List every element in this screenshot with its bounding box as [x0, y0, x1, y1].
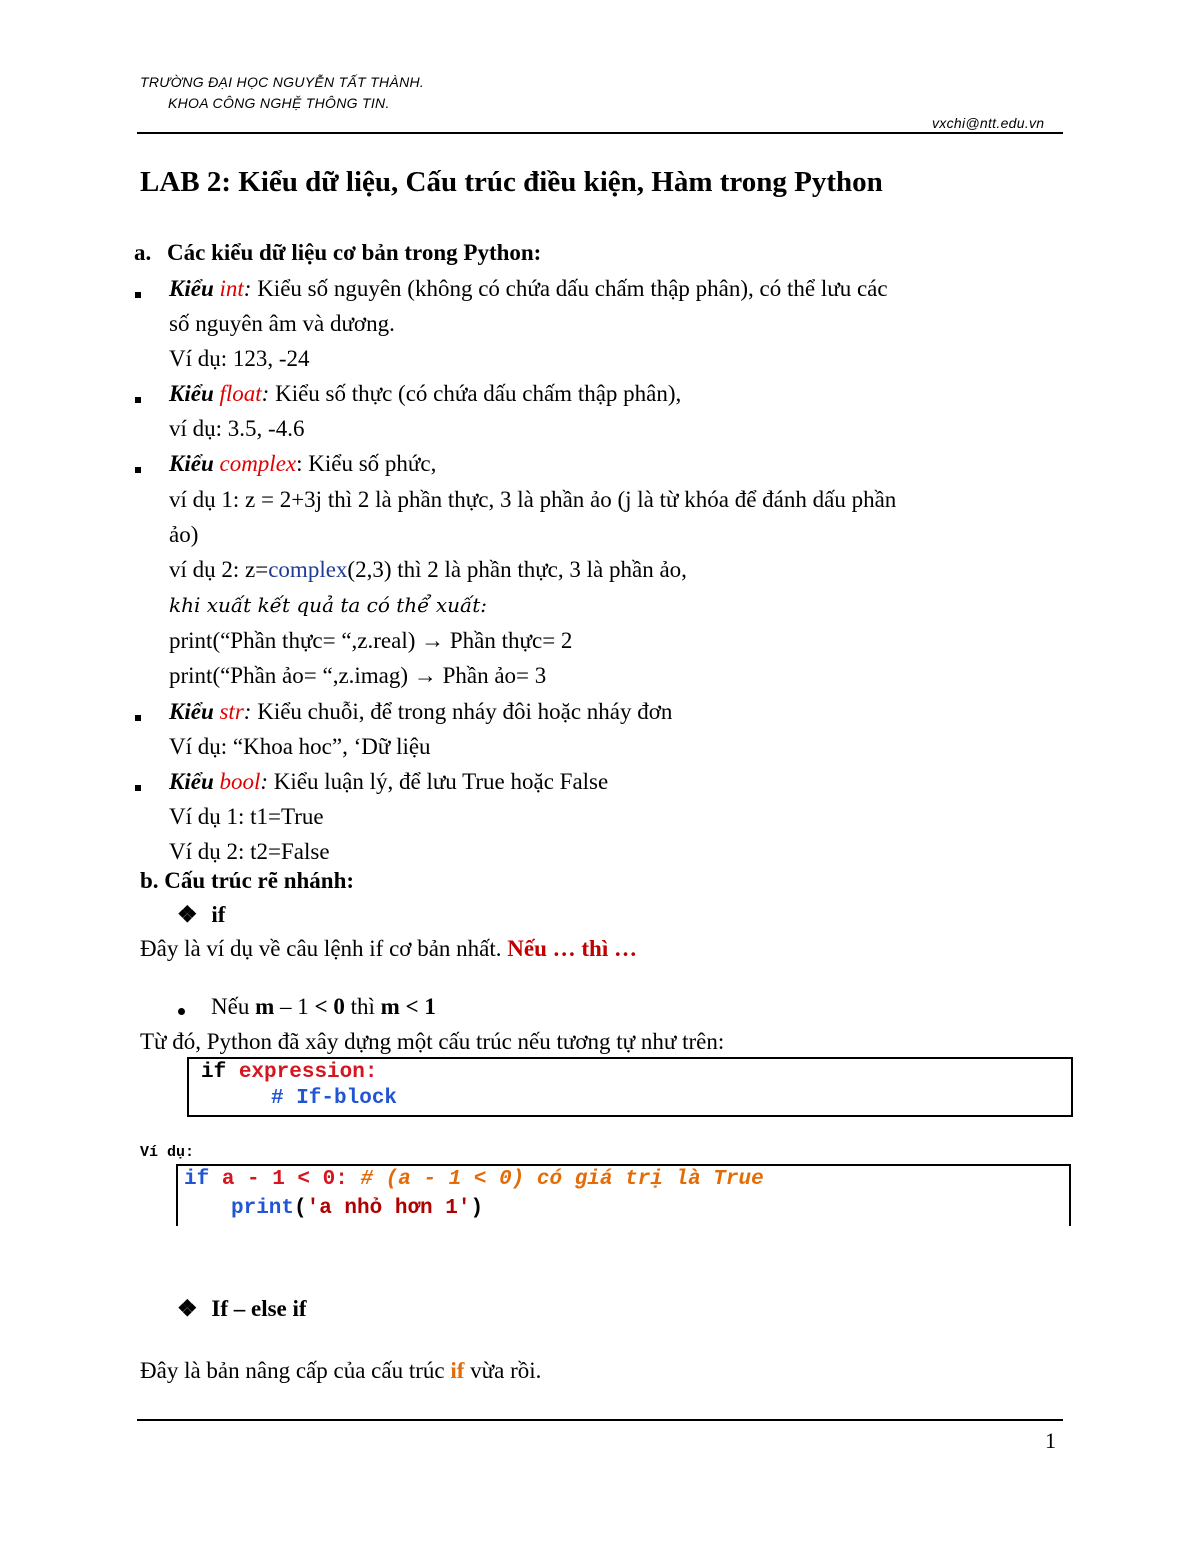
example-box-top — [176, 1164, 1071, 1166]
section-b-heading: b. Cấu trúc rẽ nhánh: — [140, 868, 355, 893]
int-example: Ví dụ: 123, -24 — [169, 346, 310, 371]
complex-example-1: ví dụ 1: z = 2+3j thì 2 là phần thực, 3 là phần ảo (j là từ khóa để đánh dấu phần — [169, 487, 897, 512]
kieu-label: Kiểu — [169, 276, 214, 301]
kieu-label: Kiểu — [169, 451, 214, 476]
page-title: LAB 2: Kiểu dữ liệu, Cấu trúc điều kiện, Hàm trong Python — [140, 166, 883, 198]
type-float-line — [169, 379, 681, 409]
type-name-int: int — [219, 276, 244, 301]
example-code-line-2 — [231, 1197, 483, 1220]
str-example: Ví dụ: “Khoa hoc”, ‘Dữ liệu — [169, 734, 431, 759]
if-heading — [177, 902, 225, 928]
university-name: TRƯỜNG ĐẠI HỌC NGUYỄN TẤT THÀNH. — [140, 74, 425, 90]
print-imag-result: Phần ảo= 3 — [436, 663, 547, 688]
example-if-keyword: if — [184, 1168, 210, 1191]
if-intro-highlight: Nếu … thì … — [507, 936, 637, 961]
page-number: 1 — [1045, 1428, 1056, 1453]
str-description: Kiểu chuỗi, để trong nháy đôi hoặc nháy đơn — [251, 699, 673, 724]
ifelse-intro-keyword: if — [450, 1358, 465, 1383]
section-a-label: a. — [134, 240, 152, 265]
bullet-square-icon — [135, 785, 141, 791]
python-intro: Từ đó, Python đã xây dựng một cấu trúc nếu tương tự như trên: — [140, 1029, 725, 1054]
type-int-line — [169, 274, 888, 304]
print-real-code: print(“Phần thực= “,z.real) — [169, 628, 416, 653]
colon: : — [260, 769, 269, 794]
int-description: Kiểu số nguyên (không có chứa dấu chấm thập phân), có thể lưu các — [251, 276, 888, 301]
example-2-prefix: ví dụ 2: z= — [169, 557, 269, 582]
arrow-right-icon: → — [413, 663, 437, 688]
complex-example-2 — [169, 555, 687, 585]
float-example: ví dụ: 3.5, -4.6 — [169, 416, 305, 441]
paren-close: ) — [470, 1197, 484, 1220]
bullet-square-icon — [135, 292, 141, 298]
header-rule — [137, 132, 1063, 134]
syntax-if-keyword: if — [201, 1061, 227, 1084]
if-intro-text: Đây là ví dụ về câu lệnh if cơ bản nhất. — [140, 936, 508, 961]
ifelse-heading — [177, 1296, 307, 1322]
type-name-float: float — [219, 381, 262, 406]
colon: : — [261, 381, 270, 406]
example-box-right — [1069, 1164, 1071, 1226]
condition-bullet — [211, 994, 436, 1020]
ifelse-intro — [140, 1358, 541, 1384]
diamond-bullet-icon: ❖ — [177, 1296, 198, 1321]
example-label: Ví dụ: — [140, 1144, 195, 1161]
bullet-square-icon — [135, 715, 141, 721]
type-name-complex: complex — [219, 451, 297, 476]
bool-example-2: Ví dụ 2: t2=False — [169, 839, 330, 864]
example-condition: a - 1 < 0: — [209, 1168, 361, 1191]
diamond-bullet-icon: ❖ — [177, 902, 198, 927]
syntax-block-comment: # If-block — [271, 1087, 398, 1110]
ifelse-heading-text: If – else if — [211, 1296, 307, 1321]
bullet-square-icon — [135, 397, 141, 403]
bullet-m-lt-one: m < 1 — [380, 994, 436, 1019]
type-complex-line — [169, 449, 436, 479]
kieu-label: Kiểu — [169, 381, 214, 406]
faculty-name: KHOA CÔNG NGHỆ THÔNG TIN. — [168, 95, 390, 111]
example-string: 'a nhỏ hơn 1' — [306, 1197, 471, 1220]
complex-description: : Kiểu số phức, — [296, 451, 437, 476]
example-print-keyword: print — [231, 1197, 295, 1220]
type-name-bool: bool — [219, 769, 261, 794]
section-a-title: Các kiểu dữ liệu cơ bản trong Python: — [167, 240, 542, 265]
footer-rule — [137, 1419, 1063, 1421]
kieu-label: Kiểu — [169, 769, 214, 794]
kieu-label: Kiểu — [169, 699, 214, 724]
ifelse-intro-suffix: vừa rồi. — [464, 1358, 542, 1383]
type-bool-line — [169, 767, 608, 797]
bullet-thi: thì — [344, 994, 381, 1019]
type-name-str: str — [219, 699, 244, 724]
example-box-left — [176, 1164, 178, 1226]
float-description: Kiểu số thực (có chứa dấu chấm thập phân), — [269, 381, 682, 406]
bullet-dot-icon — [178, 1008, 185, 1015]
header-email: vxchi@ntt.edu.vn — [932, 115, 1045, 131]
print-real-result: Phần thực= 2 — [444, 628, 573, 653]
example-code-line-1 — [184, 1168, 764, 1191]
example-2-suffix: (2,3) thì 2 là phần thực, 3 là phần ảo, — [347, 557, 687, 582]
bool-description: Kiểu luận lý, để lưu True hoặc False — [268, 769, 609, 794]
bullet-minus: – 1 — [274, 994, 315, 1019]
complex-function: complex — [268, 557, 348, 582]
int-description-cont: số nguyên âm và dương. — [169, 311, 395, 336]
print-real-line — [169, 626, 572, 656]
arrow-right-icon: → — [421, 628, 445, 653]
bullet-prefix: Nếu — [211, 994, 256, 1019]
complex-example-1-cont: ảo) — [169, 522, 199, 547]
section-a-heading — [134, 240, 541, 266]
ifelse-intro-text: Đây là bản nâng cấp của cấu trúc — [140, 1358, 451, 1383]
colon: : — [243, 276, 252, 301]
print-imag-code: print(“Phần ảo= “,z.imag) — [169, 663, 409, 688]
bool-example-1: Ví dụ 1: t1=True — [169, 804, 324, 829]
syntax-line-2 — [271, 1087, 397, 1110]
if-heading-text: if — [211, 902, 226, 927]
bullet-lt-zero: < 0 — [314, 994, 345, 1019]
syntax-line-1 — [201, 1061, 377, 1084]
bullet-m: m — [255, 994, 275, 1019]
type-str-line — [169, 697, 672, 727]
paren-open: ( — [294, 1197, 307, 1220]
example-comment: # (a - 1 < 0) có giá trị là True — [360, 1168, 764, 1191]
colon: : — [243, 699, 252, 724]
bullet-square-icon — [135, 467, 141, 473]
if-intro — [140, 936, 637, 962]
print-imag-line — [169, 661, 546, 691]
syntax-expression: expression: — [238, 1061, 378, 1084]
output-note: khi xuất kết quả ta có thể xuất: — [169, 593, 488, 617]
